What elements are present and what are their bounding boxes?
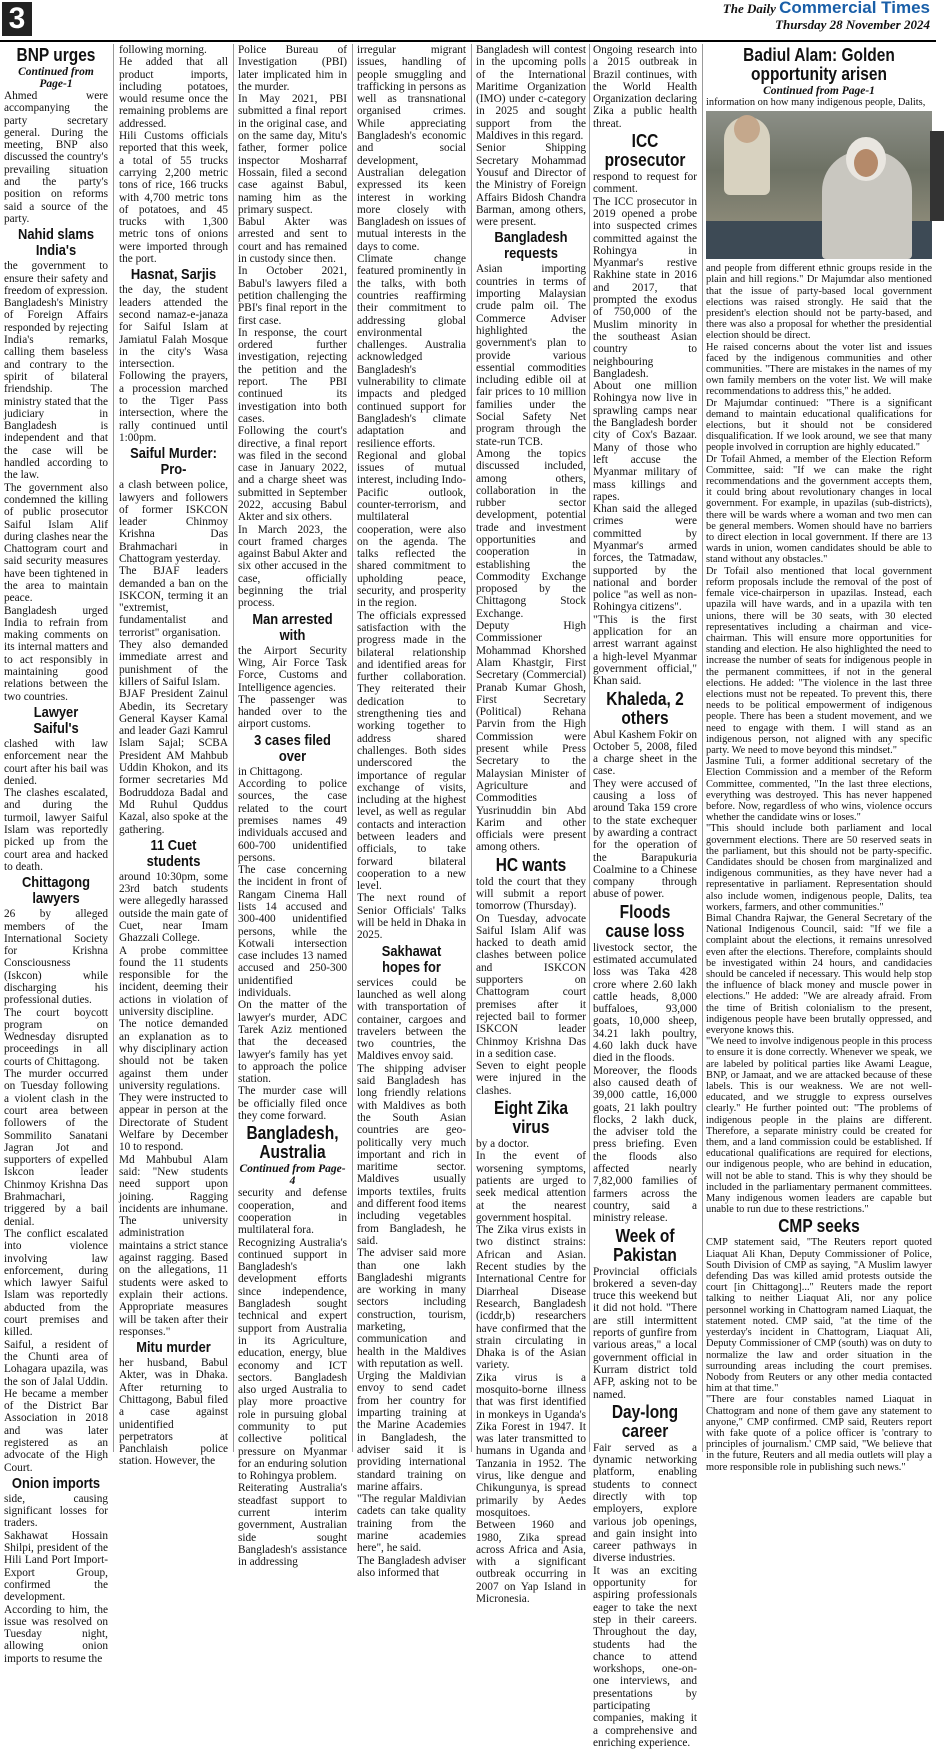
story-headline: Bangladesh requests <box>494 229 568 263</box>
article-paragraph: told the court that they will submit a report tomorrow (Thursday). <box>476 875 586 913</box>
column-divider <box>352 44 353 1452</box>
article-paragraph: In response, the court ordered further investigation, rejecting the petition and the report. The PBI continued its investigation into both cases. <box>238 326 347 425</box>
article-paragraph: Bimal Chandra Rajwar, the General Secretary of the National Indigenous Council, said: "If we file a complaint about the elections, it remains unresolved even after the elections. Therefore, complaints should be investigated within 24 hours, and candidacies should be canceled if necessary. This would help stop the influence of black money and muscle power in elections." He added: "We are already afraid. From the time of British colonialism to the present, indigenous people have been brutally oppressed, and everyone knows this. <box>706 912 932 1037</box>
article-paragraph: information on how many indigenous people, Dalits, <box>706 97 926 108</box>
article-paragraph: the day, the student leaders attended the second namaz-e-janaza for Saiful Islam at Jamiatul Falah Mosque in the city's Wasa intersection. <box>119 284 228 371</box>
article-paragraph: In October 2021, Babul's lawyers filed a petition challenging the PBI's final report in the first case. <box>238 265 347 327</box>
story-headline: Sakhawat hopes for <box>381 942 442 976</box>
article-paragraph: On Tuesday, advocate Saiful Islam Alif was hacked to death amid clashes between police and ISKCON supporters on Chattogram court premises after it rejected bail to former ISKCON leader Chinmoy Krishna Das in a sedition case. <box>476 912 586 1060</box>
story-headline: Badiul Alam: Golden opportunity arisen <box>743 45 895 84</box>
article-paragraph: In the event of worsening symptoms, patients are urged to seek medical attention at the nearest government hospital. <box>476 1150 586 1224</box>
article-paragraph: The Zika virus exists in two distinct strains: African and Asian. Recent studies by the International Centre for Diarrheal Disease Research, Bangladesh (icddr,b) researchers have confirmed that the strain circulating in Dhaka is of the Asian variety. <box>476 1224 586 1372</box>
story-headline: Mitu murder <box>136 1339 211 1357</box>
column-2 <box>119 44 228 1468</box>
article-paragraph: her husband, Babul Akter, was in Dhaka. After returning to Chittagong, Babul filed a case against unidentified perpetrators at Panchlaish police station. However, the <box>119 1357 228 1468</box>
story-headline: Man arrested with <box>252 610 333 644</box>
article-paragraph: "We need to involve indigenous people in this process to ensure it is done correctly. Whenever we speak, we are labeled by political parties like Awami League, BNP, or Jamaat, and we are attacked because of these labels. This is our weakness. We are not well-educated, and we struggle to express ourselves clearly." He further pointed out: "The problems of indigenous people in the plains are different. Therefore, a separate ministry could be created for them, and a land commission could be established. If educational qualifications are required for elections, our indigenous people, who are behind in education, will not be able to stand. This is why they should be included in the parliamentary permanent committees. Many indigenous women leaders are capable but unable to run due to these restrictions." <box>706 1036 932 1216</box>
article-paragraph: Dr Tofail Ahmed, a member of the Election Reform Committee, said: "If we can make the right recommendations and the government accepts them, it could bring about revolutionary changes in local government. For example, in upazilas (sub-districts), there will be wards where a woman and two men can be general members. Women should have no barriers to direct election in local government. If there are 13 wards in union, women candidates should be able to stand without any obstacles." <box>706 453 932 566</box>
story-headline: 3 cases filed over <box>254 731 331 765</box>
column-3 <box>238 44 347 1569</box>
article-paragraph: Abul Kashem Fokir on October 5, 2008, filed a charge sheet in the case. <box>593 728 697 778</box>
article-paragraph: Md Mahbubul Alam said: "New students need support upon joining. Ragging incidents are inhumane. The university administration maintains a strict stance against ragging. Based on the allegations, 11 students were asked to explain their actions. Appropriate measures will be taken after their responses." <box>119 1153 228 1338</box>
article-paragraph: Ongoing research into a 2015 outbreak in Brazil continues, with the World Health Organization declaring Zika a public health threat. <box>593 44 697 130</box>
column-divider <box>702 44 703 1452</box>
column-1 <box>4 44 108 1665</box>
article-paragraph: Jasmine Tuli, a former additional secretary of the Election Commission and a member of the Reform Committee, commented, "In the last three elections, everything was destroyed. This has never happened before. Now, regardless of who wins, violence occurs whether the candidate wins or loses." <box>706 756 932 824</box>
story-headline: Week of Pakistan <box>613 1225 677 1265</box>
article-paragraph: The murder case will be officially filed once they come forward. <box>238 1085 347 1123</box>
page-number: 3 <box>2 2 32 36</box>
article-paragraph: Khan said the alleged crimes were committed by Myanmar's armed forces, the Tatmadaw, supported by the national and border police "as well as non-Rohingya citizens". <box>593 503 697 614</box>
masthead-pre: The Daily <box>722 1 776 16</box>
column-divider <box>233 44 234 1452</box>
column-4 <box>357 44 466 1579</box>
article-paragraph: security and defense cooperation, and cooperation in multilateral fora. <box>238 1187 347 1237</box>
article-paragraph: a clash between police, lawyers and followers of former ISKCON leader Chinmoy Krishna Das Brahmachari in Chattogram yesterday. <box>119 479 228 565</box>
article-paragraph: Police Bureau of Investigation (PBI) later implicated him in the murder. <box>238 44 347 93</box>
story-headline: HC wants <box>495 854 567 875</box>
issue-date: Thursday 28 November 2024 <box>775 17 930 32</box>
story-headline: 11 Cuet students <box>146 836 201 870</box>
article-paragraph: Dr Majumdar continued: "There is a significant demand to maintain educational qualifications for elections, but it should not be considered disqualification. If we look around, we see that many people involved in corruption are highly educated." <box>706 397 932 454</box>
article-paragraph: Following the court's directive, a final report was filed in the second case in January 2022, and a charge sheet was submitted in September 2022, accusing Babul Akter and six others. <box>238 425 347 524</box>
article-paragraph: Saiful, a resident of the Chunti area of Lohagara upazila, was the son of Jalal Uddin. He became a member of the District Bar Association in 2018 and was later registered as an advocate of the High Court. <box>4 1338 108 1474</box>
article-paragraph: 26 by alleged members of the International Society for Krishna Consciousness (Iskcon) while discharging his professional duties. <box>4 908 108 1007</box>
page-header <box>0 0 936 40</box>
article-paragraph: Bangladesh will contest in the upcoming polls of the International Maritime Organization (IMO) under c-category in 2025 and sought support from the Maldives in this regard. <box>476 44 586 143</box>
article-paragraph: On the matter of the lawyer's murder, ADC Tarek Aziz mentioned that the deceased lawyer's family has yet to approach the police station. <box>238 999 347 1086</box>
article-paragraph: Babul Akter was arrested and sent to court and has remained in custody since then. <box>238 216 347 266</box>
article-paragraph: The Bangladesh adviser also informed that <box>357 1554 466 1579</box>
masthead <box>723 0 930 33</box>
story-headline: Bangladesh, Australia <box>246 1123 339 1163</box>
article-paragraph: The BJAF leaders demanded a ban on the ISKCON, terming it an "extremist, fundamentalist and terrorist" organisation. <box>119 565 228 639</box>
article-paragraph: He added that all product imports, including potatoes, would resume once the remaining problems are addressed. <box>119 56 228 130</box>
story-headline: Hasnat, Sarjis <box>130 266 217 284</box>
column-divider <box>589 44 590 1452</box>
article-paragraph: in Chittagong. <box>238 765 303 778</box>
story-headline: CMP seeks <box>778 1216 860 1237</box>
article-paragraph: The court boycott program on Wednesday disrupted proceedings in all courts of Chittagong. <box>4 1006 108 1068</box>
article-paragraph: The ICC prosecutor in 2019 opened a probe into suspected crimes committed against the Rohingya in Myanmar's restive Rakhine state in 2016 and 2017, that prompted the exodus of 750,000 of the Muslim minority in the southeast Asian country to neighbouring Bangladesh. <box>593 195 697 380</box>
story-headline: Lawyer Saiful's <box>33 703 79 737</box>
article-paragraph: The officials expressed satisfaction with the progress made in the bilateral relationship and identified areas for further collaboration. They reiterated their dedication to strengthening ties and working together to address shared challenges. Both sides underscored the importance of regular exchange of visits, including at the highest level, as well as regular contacts and interaction between leaders and officials, to take forward bilateral cooperation to a new level. <box>357 609 466 893</box>
article-paragraph: According to him, the issue was resolved on Tuesday night, allowing onion imports to resume the <box>4 1603 108 1665</box>
article-paragraph: Bangladesh urged India to refrain from making comments on its internal matters and to act responsibly in maintaining good relations between the two countries. <box>4 604 108 703</box>
story-headline: Nahid slams India's <box>17 226 95 260</box>
article-paragraph: the Airport Security Wing, Air Force Task Force, Customs and Intelligence agencies. <box>238 644 347 694</box>
article-paragraph: About one million Rohingya now live in sprawling camps near the Bangladesh border city of Cox's Bazaar. Many of those who left accuse the Myanmar military of mass killings and rapes. <box>593 380 697 503</box>
article-paragraph: clashed with law enforcement near the court after his bail was denied. <box>4 737 108 787</box>
article-paragraph: services could be launched as well along with transportation of container, cargoes and travelers between the two countries, the Maldives envoy said. <box>357 976 466 1063</box>
article-paragraph: Between 1960 and 1980, Zika spread across Africa and Asia, with a significant outbreak occurring in 2007 on Yap Island in Micronesia. <box>476 1519 586 1606</box>
story-headline: ICC prosecutor <box>604 131 686 171</box>
article-paragraph: They were instructed to appear in person at the Directorate of Student Welfare by December 10 to respond. <box>119 1092 228 1154</box>
article-paragraph: Moreover, the floods also caused death of 39,000 cattle, 16,000 goats, 21 lakh poultry flocks, 2 lakh duck, the adviser told the press briefing. Even the floods also affected nearly 7,82,000 families of farmers across the country, said a ministry release. <box>593 1064 697 1225</box>
article-paragraph: The passenger was handed over to the airport customs. <box>238 693 347 731</box>
article-paragraph: CMP statement said, "The Reuters report quoted Liaquat Ali Khan, Deputy Commissioner of Police, South Division of CMP as saying, "A Muslim lawyer defending Das was killed amid protests outside the court [in Chittagong]..." Reuters made the report talking to neither Liaquat Ali, nor any police personnel working in Chattogram named Liaquat, the statement noted. CMP said, "at the time of the yesterday's incident in Chattogram, Liaquat Ali, Deputy Commissioner of CMP (south) was on duty to normalize the law and order situation in the surrounding areas including the court premises. Nobody from Reuters or any other media contacted him at that time." <box>706 1237 932 1395</box>
continuation-note: Continued from Page- 4 <box>239 1163 346 1188</box>
article-paragraph: Hili Customs officials reported that this week, a total of 55 trucks carrying 2,200 metric tons of rice, 166 trucks with 4,700 metric tons of potatoes, and 45 trucks with 1,300 metric tons of onions were imported through the port. <box>119 130 228 266</box>
article-paragraph: Bangladesh's Ministry of Foreign Affairs responded by rejecting India's remarks, calling them baseless and contrary to the spirit of bilateral friendship. The ministry stated that the judiciary in Bangladesh is independent and that the case will be handled according to the law. <box>4 297 108 482</box>
article-paragraph: He raised concerns about the voter list and issues faced by the indigenous communities and other communities. "There are mistakes in the names of my own family members on the voter list. We will make recommendations to address this," he added. <box>706 341 932 398</box>
article-paragraph: A probe committee found the 11 students responsible for the incident, deeming their actions in violation of university discipline. <box>119 944 228 1019</box>
news-photo <box>706 111 932 259</box>
story-headline: Chittagong lawyers <box>21 874 91 908</box>
article-paragraph: side, causing significant losses for traders. <box>4 1492 108 1530</box>
article-paragraph: Dr Tofail also mentioned that local government reform proposals include the removal of the post of female vice-chairperson in upazilas. Instead, each upazila will have wards, and in a upazila with ten unions, there will be 30 seats, with 30 elected representatives including a chairman and vice-chairman. This will ensure more opportunities for standing and election. He also highlighted the need to increase the number of seats for indigenous people in the permanent committees, if not in the general elections. He added: "The violence in the last three elections must not be repeated. To prevent this, there needs to be political empowerment of indigenous people. There has been a student movement, and we need to engage with them. I will stand as an indigenous person, not aligned with any specific party. We need to move beyond this mindset." <box>706 565 932 756</box>
article-paragraph: The murder occurred on Tuesday following a violent clash in the court area between followers of the Sommilito Sanatani Jagran Jot and supporters of expelled Iskcon leader Chinmoy Krishna Das Brahmachari, triggered by a bail denial. <box>4 1068 108 1228</box>
article-paragraph: The case concerning the incident in front of Rangam Cinema Hall lists 14 accused and 300-400 unidentified persons, while the Kotwali intersection case includes 13 named accused and 250-300 unidentified individuals. <box>238 864 347 1000</box>
story-headline: Eight Zika virus <box>494 1098 568 1138</box>
article-paragraph: In March 2023, the court framed charges against Babul Akter and six other accused in the case, officially beginning the trial process. <box>238 523 347 610</box>
continuation-note: Continued from Page-1 <box>763 85 875 97</box>
article-paragraph: The conflict escalated into violence involving law enforcement, during which lawyer Saiful Islam was reportedly abducted from the court premises and killed. <box>4 1227 108 1339</box>
article-paragraph: Sakhawat Hossain Shilpi, president of the Hili Land Port Import-Export Group, confirmed the development. <box>4 1529 108 1604</box>
article-paragraph: Deputy High Commissioner Mohammad Khorshed Alam Khastgir, First Secretary (Commercial) Pranab Kumar Ghosh, First Secretary (Political) Rehana Parvin from the High Commission were present while Press Secretary to the Malaysian Minister of Agriculture and Commodities Yusrinuddin bin Abd Karim and other officials were present among others. <box>476 620 586 854</box>
article-paragraph: Among the topics discussed included, among others, collaboration in the rubber sector development, potential trade and investment opportunities and cooperation in establishing the Commodity Exchange proposed by the Chittagong Stock Exchange. <box>476 447 586 620</box>
article-paragraph: Urging the Maldivian envoy to send cadet from her country for imparting training at the Marine Academies in Bangladesh, the adviser said it is providing international standard training on marine affairs. <box>357 1370 466 1493</box>
story-headline: BNP urges <box>16 45 96 65</box>
column-7 <box>706 44 932 1473</box>
column-divider <box>113 44 114 1452</box>
article-paragraph: Recognizing Australia's continued support in Bangladesh's development efforts since independence, Bangladesh sought technical and expert support from Australia in its Agriculture, education, energy, blue economy and ICT sectors. Bangladesh also urged Australia to play more proactive role in pursuing global community to put collective political pressure on Myanmar for an enduring solution to Rohingya problem. <box>238 1236 347 1483</box>
masthead-name: Commercial Times <box>779 0 930 17</box>
article-paragraph: Climate change featured prominently in the talks, with both countries reaffirming their commitment to addressing global environmental challenges. Australia acknowledged Bangladesh's vulnerability to climate impacts and pledged continued support for Bangladesh's climate adaptation and resilience efforts. <box>357 253 466 450</box>
story-headline: Onion imports <box>11 1474 101 1492</box>
article-paragraph: Fair served as a dynamic networking platform, enabling students to connect directly with top employers, explore various job openings, and gain insight into career pathways in diverse industries. <box>593 1441 697 1565</box>
article-paragraph: In May 2021, PBI submitted a final report in the original case, and on the same day, Mitu's father, former police inspector Mosharraf Hossain, filed a second case against Babul, naming him as the primary suspect. <box>238 93 347 216</box>
article-paragraph: Following the prayers, a procession marched to the Tiger Pass intersection, where the rally continued until 1:00pm. <box>119 370 228 444</box>
header-rule <box>0 40 936 42</box>
article-paragraph: the government to ensure their safety and freedom of expression. <box>4 260 108 297</box>
article-paragraph: Ahmed were accompanying the party secretary general. During the meeting, BNP also discussed the country's prevailing situation and the party's position on reforms said a source of the party. <box>4 90 108 225</box>
article-paragraph: "This should include both parliament and local government elections. There are 50 reserved seats in the parliament, but this should not be party-specific. Candidates should be chosen from marginalized and indigenous communities, as they have never had a representative in parliament. Representation should also include women, indigenous people, Dalits, tea workers, farmers, and other communities." <box>706 823 932 913</box>
article-paragraph: Seven to eight people were injured in the clashes. <box>476 1060 586 1097</box>
article-paragraph: Zika virus is a mosquito-borne illness that was first identified in monkeys in Uganda's Zika Forest in 1947. It was later transmitted to humans in Uganda and Tanzania in 1952. The virus, like dengue and Chikungunya, is spread primarily by Aedes mosquitoes. <box>476 1371 586 1519</box>
article-paragraph: Senior Shipping Secretary Mohammad Yousuf and Director of the Ministry of Foreign Affairs Bidosh Chandra Barman, among others, were present. <box>476 142 586 229</box>
column-divider <box>471 44 472 1452</box>
article-paragraph: The shipping adviser said Bangladesh has long friendly relations with Maldives as both the South Asian countries are geo-politically very much important and rich in maritime sector. Maldives usually imports textiles, fruits and different food items including vegetables from Bangladesh, he said. <box>357 1062 466 1247</box>
article-paragraph: Asian importing countries in terms of importing Malaysian crude palm oil. The Commerce Adviser highlighted the government's plan to provide various essential commodities including edible oil at fair prices to 10 million families under the Social Safety Net program through the state-run TCB. <box>476 263 586 448</box>
article-paragraph: Regional and global issues of mutual interest, including Indo-Pacific outlook, counter-terrorism, and multilateral cooperation, were also on the agenda. The talks reflected the shared commitment to upholding peace, security, and prosperity in the region. <box>357 449 466 610</box>
article-paragraph: The notice demanded an explanation as to why disciplinary action should not be taken against them under university regulations. <box>119 1018 228 1092</box>
article-paragraph: "There are four constables named Liaquat in Chattogram and none of them gave any statement to anyone," CMP confirmed. CMP said, Reuters report with fake quote of a police officer is 'contrary to principles of journalism.' CMP said, "We believe that in the future, Reuters and all media outlets will play a more responsible role in publishing such news." <box>706 1394 932 1473</box>
story-headline: Day-long career <box>611 1401 679 1441</box>
article-paragraph: "This is the first application for an arrest warrant against a high-level Myanmar government official," Khan said. <box>593 613 697 688</box>
article-paragraph: "The regular Maldivian cadets can take quality training from the marine academies here", he said. <box>357 1493 466 1555</box>
article-paragraph: by a doctor. <box>476 1138 530 1151</box>
article-paragraph: livestock sector, the estimated accumulated loss was Taka 428 crore where 2.60 lakh cattle heads, 8,000 buffaloes, 93,000 goats, 10,000 sheep, 34.21 lakh poultry, 4.60 lakh duck have died in the floods. <box>593 941 697 1065</box>
article-paragraph: The adviser said more than one lakh Bangladeshi migrants are working in many sectors including construction, tourism, marketing, communication and health in the Maldives with reputation as well. <box>357 1247 466 1370</box>
article-paragraph: respond to request for comment. <box>593 171 697 196</box>
article-paragraph: following morning. <box>119 44 207 56</box>
article-paragraph: They also demanded immediate arrest and punishment of the killers of Saiful Islam. <box>119 639 228 688</box>
story-headline: Khaleda, 2 others <box>606 688 684 728</box>
article-paragraph: The government also condemned the killing of public prosecutor Saiful Islam Alif during clashes near the Chattogram court and said security measures have been tightened in the area to maintain peace. <box>4 481 108 605</box>
article-paragraph: and people from different ethnic groups reside in the plain and hill regions." Dr Majumdar also mentioned that the issue of party-based local government elections was raised strongly. He said that the president's election should not be party-based, and there was also a proposal for whether the presidential election should be direct. <box>706 263 932 342</box>
article-paragraph: According to police sources, the case related to the court premises names 49 individuals accused and 600-700 unidentified persons. <box>238 778 347 864</box>
article-paragraph: The clashes escalated, and during the turmoil, lawyer Saiful Islam was reportedly picked up from the court area and hacked to death. <box>4 787 108 873</box>
article-paragraph: The next round of Senior Officials' Talks will be held in Dhaka in 2025. <box>357 892 466 942</box>
story-headline: Floods cause loss <box>605 901 685 941</box>
article-paragraph: They were accused of causing a loss of around Taka 159 crore to the state exchequer by awarding a contract for the operation of the Barapukuria Coalmine to a Chinese company through abuse of power. <box>593 777 697 901</box>
article-paragraph: Reiterating Australia's steadfast support to current interim government, Australian side sought Bangladesh's assistance in addressing <box>238 1482 347 1569</box>
column-6 <box>593 44 697 1749</box>
continuation-note: Continued from Page-1 <box>18 66 94 90</box>
article-paragraph: irregular migrant issues, handling of people smuggling and trafficking in persons as well as transnational organised crimes. While appreciating Bangladesh's economic and social development, Australian delegation expressed its keen interest in working more closely with Bangladesh on issues of mutual interests in the days to come. <box>357 44 466 253</box>
article-paragraph: around 10:30pm, some 23rd batch students were allegedly harassed outside the main gate of Cuet, near Imam Ghazzali College. <box>119 870 228 945</box>
column-5 <box>476 44 586 1606</box>
article-paragraph: It was an exciting opportunity for aspiring professionals eager to take the next step in their careers. Throughout the day, students had the chance to attend workshops, one-on-one interviews, and presentations by participating companies, making it a comprehensive and enriching experience. <box>593 1564 697 1749</box>
story-headline: Saiful Murder: Pro- <box>130 445 217 479</box>
article-paragraph: BJAF President Zainul Abedin, its Secretary General Kayser Kamal and leader Gazi Kamrul Islam Sajal; SCBA President AM Mahbub Uddin Khokon, and its former secretaries Md Bodruddoza Badal and Md Ruhul Quddus Kazal, also spoke at the gathering. <box>119 688 228 836</box>
article-paragraph: Provincial officials brokered a seven-day truce this weekend but it did not hold. "There are still intermittent reports of gunfire from various areas," a local government official in Kurram district told AFP, asking not to be named. <box>593 1265 697 1401</box>
